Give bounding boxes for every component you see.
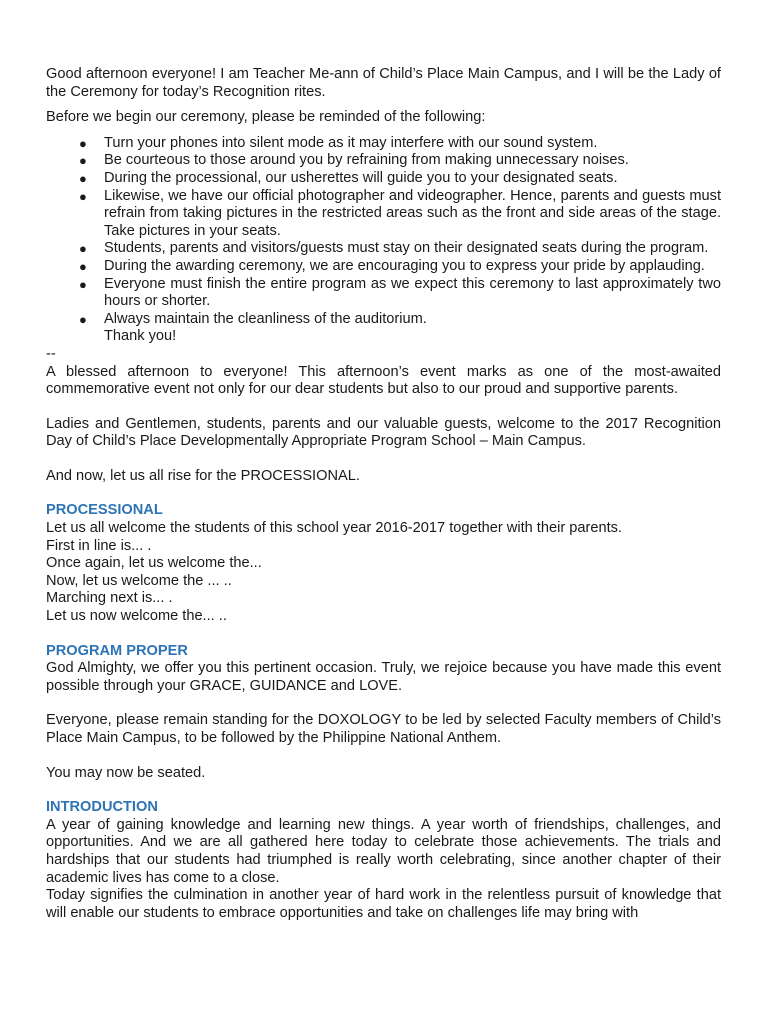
bullet-icon: ● <box>79 153 87 169</box>
bullet-icon: ● <box>79 276 87 292</box>
introduction-heading: INTRODUCTION <box>46 799 158 816</box>
list-item: ● Students, parents and visitors/guests must stay on their designated seats during the program. <box>79 240 709 257</box>
document-page <box>46 66 721 922</box>
reminders-list <box>46 135 721 329</box>
list-item: ● Likewise, we have our official photographer and videographer. Hence, parents and guests must refrain from taking pictures in the restricted areas such as the front and side areas of the stage. Take pictures in your seats. <box>79 187 721 239</box>
reminder-lead: Before we begin our ceremony, please be reminded of the following: <box>46 109 486 126</box>
processional-line: First in line is... . <box>46 537 152 554</box>
bullet-icon: ● <box>79 135 87 151</box>
seated-paragraph: You may now be seated. <box>46 764 206 781</box>
processional-line: Once again, let us welcome the... <box>46 555 262 572</box>
rise-paragraph: And now, let us all rise for the PROCESSIONAL. <box>46 467 360 484</box>
greeting-paragraph: Good afternoon everyone! I am Teacher Me-ann of Child’s Place Main Campus, and I will be the Lady of the Ceremony for today’s Recognition rites. <box>46 66 721 100</box>
list-item: ● During the processional, our usherettes will guide you to your designated seats. <box>79 169 618 186</box>
bullet-icon: ● <box>79 258 87 274</box>
processional-heading: PROCESSIONAL <box>46 502 163 519</box>
processional-line: Let us now welcome the... .. <box>46 608 227 625</box>
list-item: ● During the awarding ceremony, we are encouraging you to express your pride by applauding. <box>79 257 705 274</box>
processional-line: Now, let us welcome the ... .. <box>46 572 232 589</box>
processional-line: Let us all welcome the students of this school year 2016-2017 together with their parents. <box>46 520 622 537</box>
list-item: ● Turn your phones into silent mode as it may interfere with our sound system. <box>79 134 598 151</box>
blessed-paragraph: A blessed afternoon to everyone! This afternoon’s event marks as one of the most-awaited commemorative event not only for our dear students but also to our proud and supportive parents. <box>46 363 721 398</box>
separator-text: -- <box>46 345 56 362</box>
program-proper-heading: PROGRAM PROPER <box>46 642 188 659</box>
introduction-paragraph-2: Today signifies the culmination in another year of hard work in the relentless pursuit of knowledge that will enable our students to embrace opportunities and take on challenges life may bring with <box>46 887 721 921</box>
welcome-paragraph: Ladies and Gentlemen, students, parents and our valuable guests, welcome to the 2017 Recognition Day of Child’s Place Developmentally Appropriate Program School – Main Campus. <box>46 415 721 450</box>
list-item: ● Be courteous to those around you by refraining from making unnecessary noises. <box>79 152 629 169</box>
thank-you-text: Thank you! <box>104 328 177 345</box>
bullet-icon: ● <box>79 311 87 327</box>
list-item: ● Everyone must finish the entire program as we expect this ceremony to last approximately two hours or shorter. <box>79 275 721 310</box>
processional-line: Marching next is... . <box>46 590 173 607</box>
bullet-icon: ● <box>79 241 87 257</box>
introduction-paragraph-1: A year of gaining knowledge and learning new things. A year worth of friendships, challenges, and opportunities. And we are all gathered here today to celebrate those achievements. The trials and hardships that our students had triumphed is really worth celebrating, since another chapter of their academic lives has come to a close. <box>46 816 721 886</box>
prayer-paragraph: God Almighty, we offer you this pertinent occasion. Truly, we rejoice because you have made this event possible through your GRACE, GUIDANCE and LOVE. <box>46 660 721 694</box>
doxology-paragraph: Everyone, please remain standing for the DOXOLOGY to be led by selected Faculty members of Child’s Place Main Campus, to be followed by the Philippine National Anthem. <box>46 712 721 746</box>
bullet-icon: ● <box>79 170 87 186</box>
bullet-icon: ● <box>79 188 87 204</box>
processional-lines <box>46 520 721 626</box>
list-item: ● Always maintain the cleanliness of the auditorium. <box>79 310 427 327</box>
